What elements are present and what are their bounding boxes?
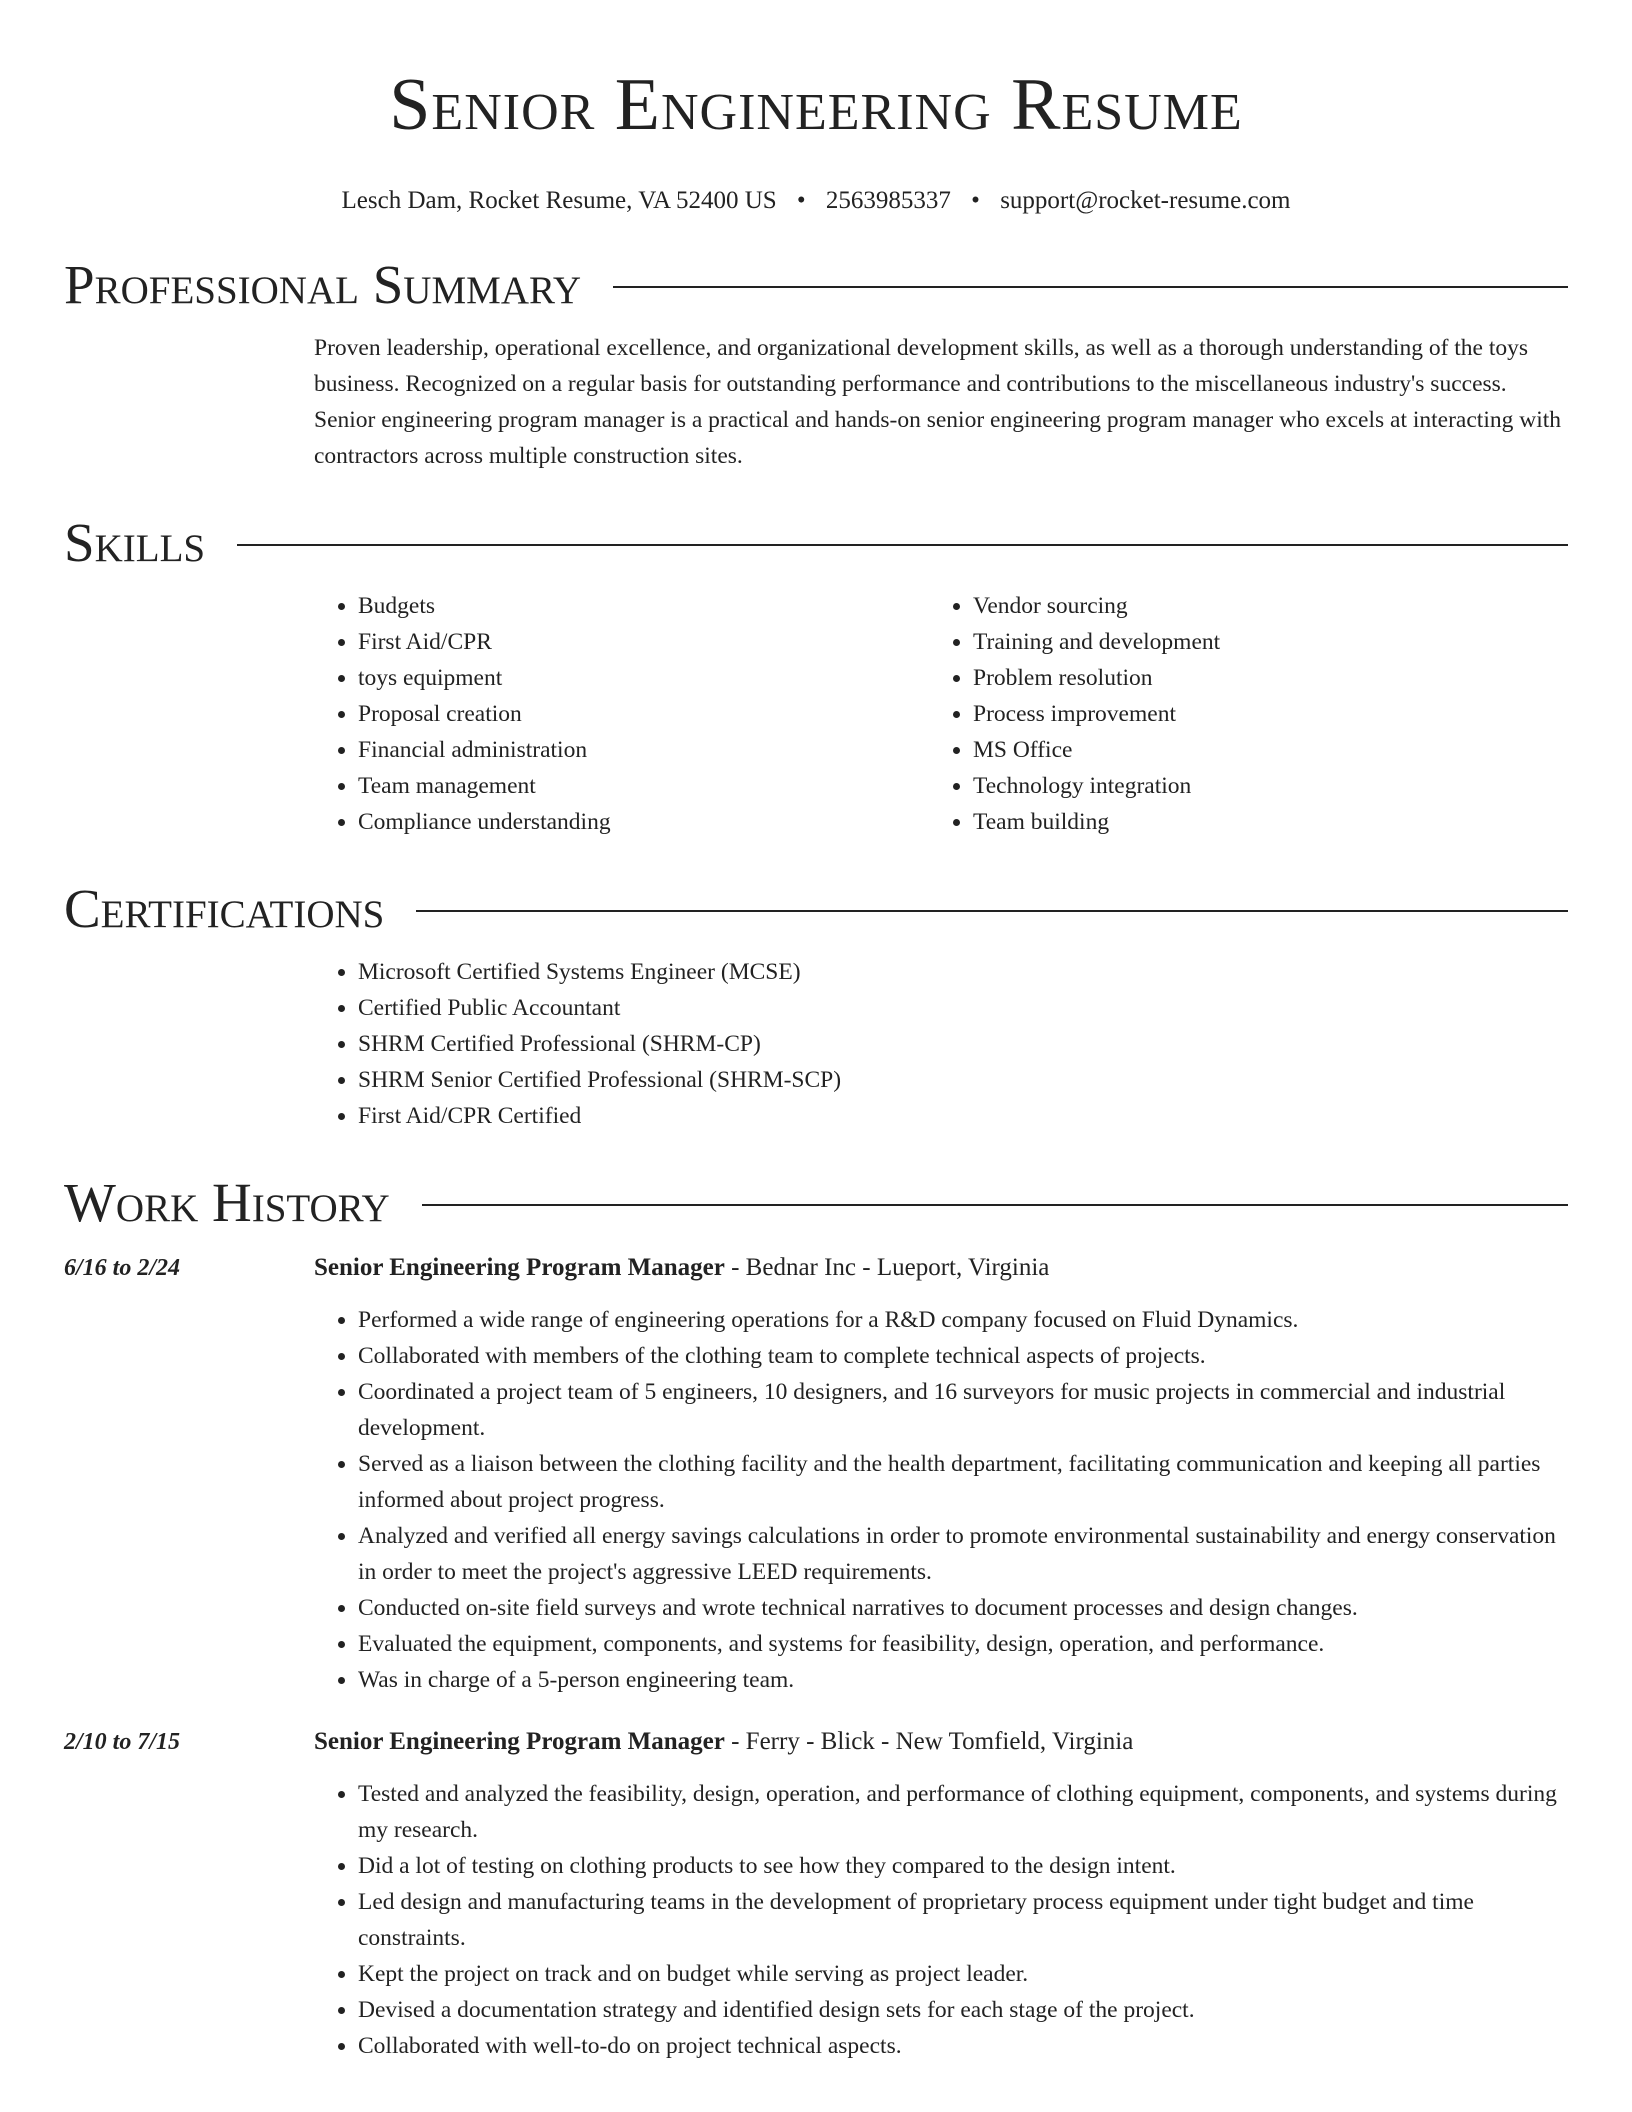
skill-item: • MS Office: [973, 732, 1544, 768]
job-bullet: • Devised a documentation strategy and identified design sets for each stage of the project.: [358, 1992, 1568, 2028]
skills-list-right: [929, 588, 1544, 840]
job-bullet-list: [314, 1776, 1568, 2064]
job-bullet: • Did a lot of testing on clothing products to see how they compared to the design intent.: [358, 1848, 1568, 1884]
contact-address: Lesch Dam, Rocket Resume, VA 52400 US: [341, 187, 777, 214]
skill-item: • First Aid/CPR: [358, 624, 929, 660]
job-dates: 2/10 to 7/15: [64, 1729, 181, 1755]
skill-item: • Process improvement: [973, 696, 1544, 732]
certifications-block: [314, 954, 1568, 1134]
certifications-section-title: Certifications: [64, 878, 385, 939]
job-bullet: • Collaborated with well-to-do on project technical aspects.: [358, 2028, 1568, 2064]
certification-item: • Microsoft Certified Systems Engineer (MCSE): [358, 954, 1568, 990]
job-entry: [64, 1724, 1568, 2064]
job-title: Senior Engineering Program Manager: [314, 1728, 725, 1755]
contact-phone: 2563985337: [825, 187, 951, 214]
contact-separator: •: [971, 187, 980, 214]
certification-item: • First Aid/CPR Certified: [358, 1098, 1568, 1134]
skill-item: • Training and development: [973, 624, 1544, 660]
section-divider: [422, 1204, 1568, 1206]
skill-item: • Team management: [358, 768, 929, 804]
section-divider: [237, 544, 1568, 546]
job-title: Senior Engineering Program Manager: [314, 1254, 725, 1281]
work-section-title: Work History: [64, 1172, 390, 1233]
summary-section-header: [64, 254, 1568, 316]
skills-section-title: Skills: [64, 512, 206, 573]
resume-name: Senior Engineering Resume: [389, 64, 1243, 146]
certification-item: • SHRM Certified Professional (SHRM-CP): [358, 1026, 1568, 1062]
skills-columns: [314, 588, 1568, 840]
skills-column-right: [929, 588, 1544, 840]
certification-item: • SHRM Senior Certified Professional (SHRM-SCP): [358, 1062, 1568, 1098]
job-bullet: • Performed a wide range of engineering operations for a R&D company focused on Fluid Dynamics.: [358, 1302, 1568, 1338]
job-body: [314, 1724, 1568, 2064]
contact-email: support@rocket-resume.com: [1000, 187, 1291, 214]
skills-section-header: [64, 512, 1568, 574]
skills-list-left: [314, 588, 929, 840]
job-heading: [314, 1724, 1568, 1760]
job-bullet: • Led design and manufacturing teams in the development of proprietary process equipment under tight budget and time constraints.: [358, 1884, 1568, 1956]
skills-column-left: [314, 588, 929, 840]
skill-item: • Compliance understanding: [358, 804, 929, 840]
job-bullet: • Conducted on-site field surveys and wrote technical narratives to document processes and design changes.: [358, 1590, 1568, 1626]
job-bullet: • Coordinated a project team of 5 engineers, 10 designers, and 16 surveyors for music projects in commercial and industrial development.: [358, 1374, 1568, 1446]
job-bullet-list: [314, 1302, 1568, 1698]
skill-item: • Problem resolution: [973, 660, 1544, 696]
skill-item: • Financial administration: [358, 732, 929, 768]
job-employer-location: - Ferry - Blick - New Tomfield, Virginia: [724, 1728, 1134, 1755]
skill-item: • toys equipment: [358, 660, 929, 696]
contact-separator: •: [796, 187, 806, 214]
skill-item: • Proposal creation: [358, 696, 929, 732]
skill-item: • Budgets: [358, 588, 929, 624]
skill-item: • Technology integration: [973, 768, 1544, 804]
job-employer-location: - Bednar Inc - Lueport, Virginia: [724, 1254, 1050, 1281]
skill-item: • Vendor sourcing: [973, 588, 1544, 624]
job-dates: 6/16 to 2/24: [64, 1255, 181, 1281]
certifications-section-header: [64, 878, 1568, 940]
job-body: [314, 1250, 1568, 1698]
section-divider: [613, 286, 1568, 288]
certifications-list: [314, 954, 1568, 1134]
certification-item: • Certified Public Accountant: [358, 990, 1568, 1026]
job-bullet: • Served as a liaison between the clothing facility and the health department, facilitating communication and keeping all parties informed about project progress.: [358, 1446, 1568, 1518]
summary-section-title: Professional Summary: [64, 254, 582, 315]
summary-text: Proven leadership, operational excellence, and organizational development skills, as well as a thorough understanding of the toys business. Recognized on a regular basis for outstanding performance and contributions to the miscellaneous industry's success. Senior engineering program manager is a practical and hands-on senior engineering program manager who excels at interacting with contractors across multiple construction sites.: [314, 335, 1562, 469]
skill-item: • Team building: [973, 804, 1544, 840]
job-entry: [64, 1250, 1568, 1698]
job-bullet: • Analyzed and verified all energy savings calculations in order to promote environmental sustainability and energy conservation in order to meet the project's aggressive LEED requirements.: [358, 1518, 1568, 1590]
job-bullet: • Evaluated the equipment, components, and systems for feasibility, design, operation, and performance.: [358, 1626, 1568, 1662]
job-bullet: • Tested and analyzed the feasibility, design, operation, and performance of clothing equipment, components, and systems during my research.: [358, 1776, 1568, 1848]
contact-line: [64, 186, 1568, 216]
job-heading: [314, 1250, 1568, 1286]
job-bullet: • Kept the project on track and on budget while serving as project leader.: [358, 1956, 1568, 1992]
section-divider: [416, 910, 1568, 912]
job-bullet: • Collaborated with members of the clothing team to complete technical aspects of projects.: [358, 1338, 1568, 1374]
job-bullet: • Was in charge of a 5-person engineering team.: [358, 1662, 1568, 1698]
work-section-header: [64, 1172, 1568, 1234]
